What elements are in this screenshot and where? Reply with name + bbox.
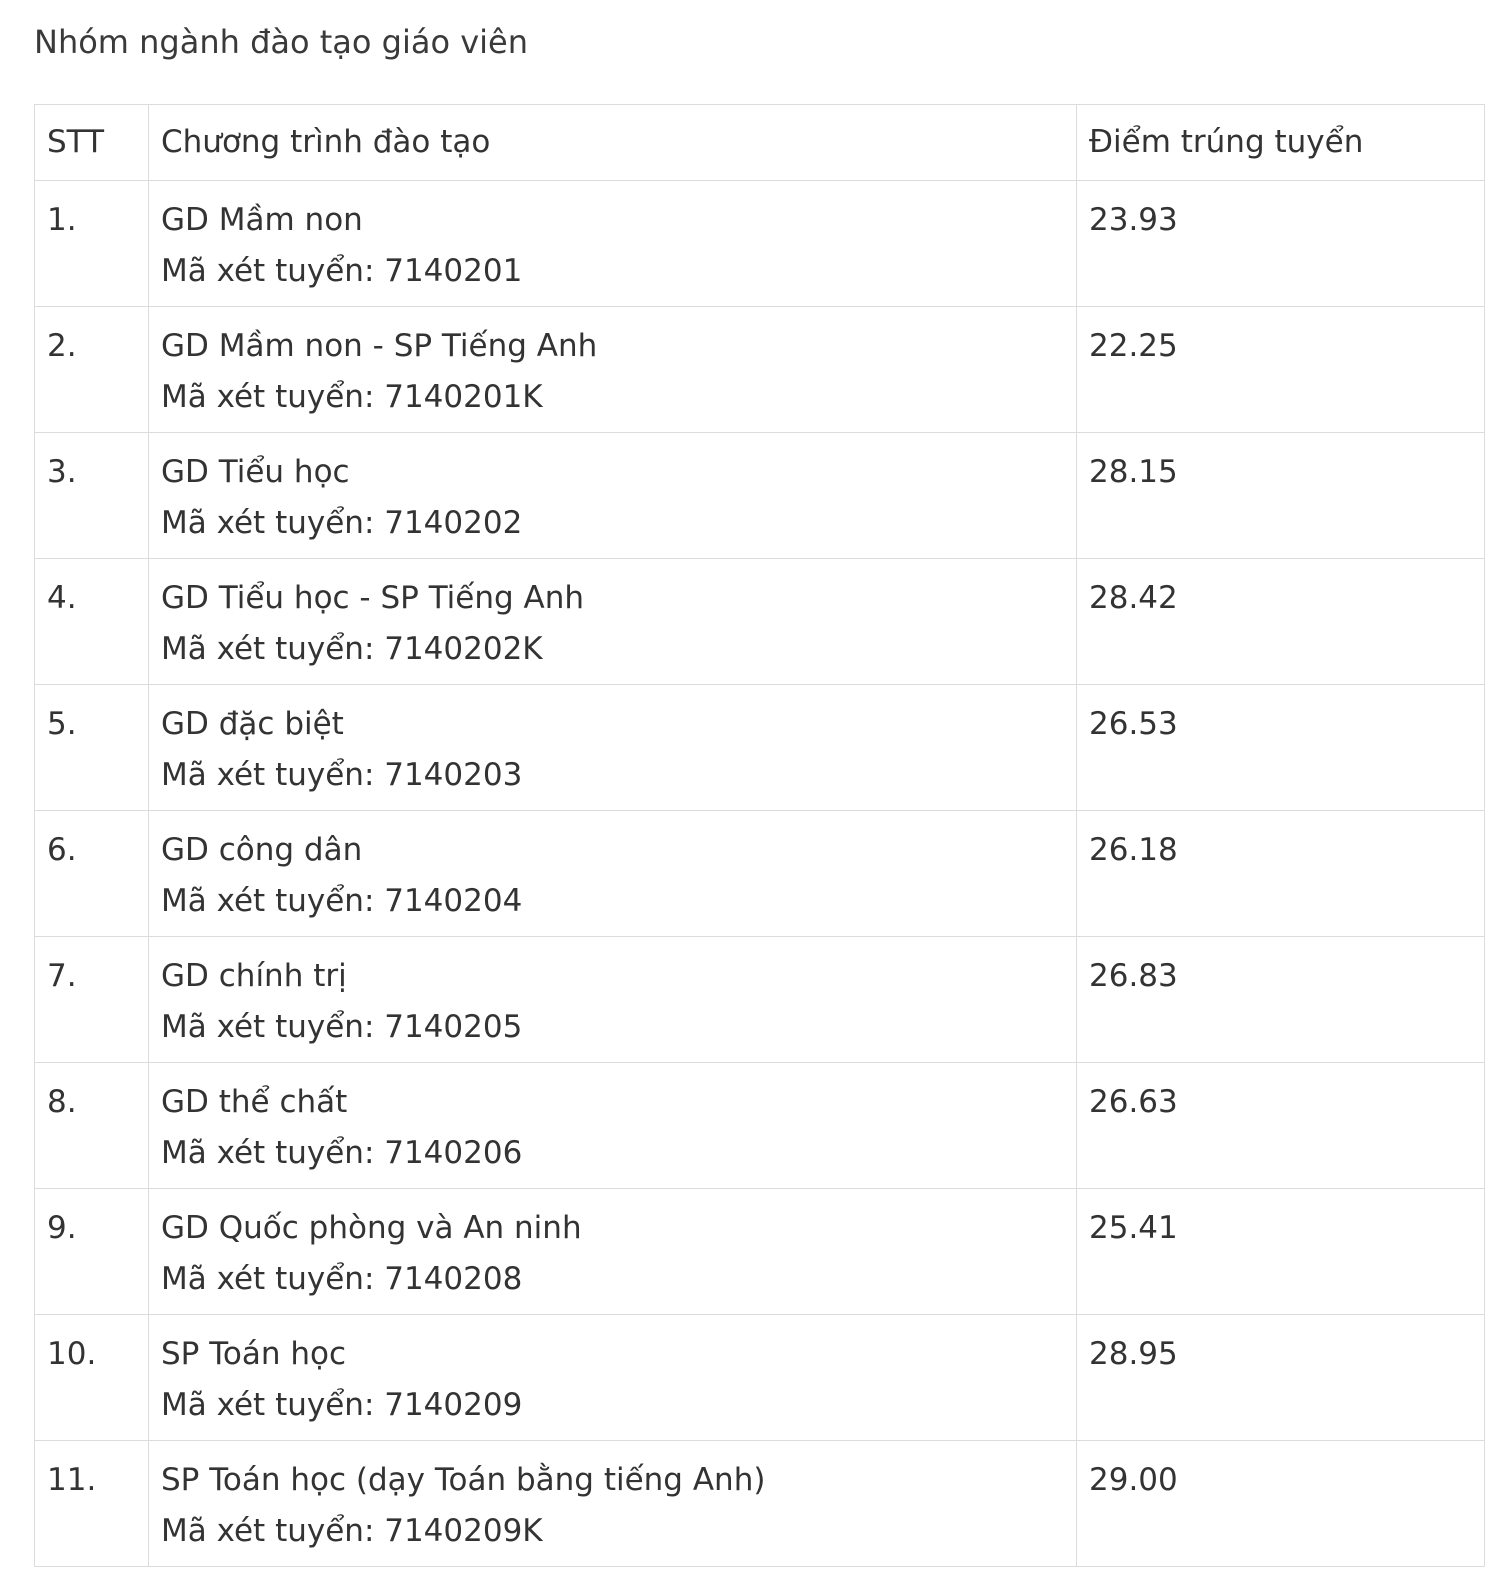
program-name: GD chính trị bbox=[161, 958, 347, 994]
table-row bbox=[35, 181, 1485, 307]
program-code: Mã xét tuyển: 7140205 bbox=[161, 1009, 523, 1045]
table-row bbox=[35, 433, 1485, 559]
row-program bbox=[149, 811, 1077, 937]
row-score: 29.00 bbox=[1077, 1441, 1485, 1567]
row-program bbox=[149, 181, 1077, 307]
program-code: Mã xét tuyển: 7140202 bbox=[161, 505, 523, 541]
program-code: Mã xét tuyển: 7140201K bbox=[161, 379, 543, 415]
row-program bbox=[149, 307, 1077, 433]
table-row bbox=[35, 685, 1485, 811]
row-stt: 8. bbox=[35, 1063, 149, 1189]
table-header-row bbox=[35, 105, 1485, 181]
row-stt: 4. bbox=[35, 559, 149, 685]
table-row bbox=[35, 1315, 1485, 1441]
row-stt: 5. bbox=[35, 685, 149, 811]
table-row bbox=[35, 559, 1485, 685]
row-score: 28.15 bbox=[1077, 433, 1485, 559]
admission-scores-table bbox=[34, 104, 1485, 1567]
program-name: GD thể chất bbox=[161, 1084, 348, 1120]
program-name: GD đặc biệt bbox=[161, 706, 344, 742]
row-program bbox=[149, 1189, 1077, 1315]
table-row bbox=[35, 1441, 1485, 1567]
program-code: Mã xét tuyển: 7140208 bbox=[161, 1261, 523, 1297]
header-program: Chương trình đào tạo bbox=[149, 105, 1077, 181]
program-name: GD công dân bbox=[161, 832, 363, 868]
row-program bbox=[149, 937, 1077, 1063]
program-code: Mã xét tuyển: 7140203 bbox=[161, 757, 523, 793]
program-code: Mã xét tuyển: 7140209 bbox=[161, 1387, 523, 1423]
row-program bbox=[149, 559, 1077, 685]
program-code: Mã xét tuyển: 7140204 bbox=[161, 883, 523, 919]
row-stt: 7. bbox=[35, 937, 149, 1063]
row-stt: 11. bbox=[35, 1441, 149, 1567]
row-stt: 10. bbox=[35, 1315, 149, 1441]
row-score: 23.93 bbox=[1077, 181, 1485, 307]
program-name: GD Quốc phòng và An ninh bbox=[161, 1210, 582, 1246]
program-name: GD Tiểu học bbox=[161, 454, 350, 490]
row-score: 26.18 bbox=[1077, 811, 1485, 937]
row-stt: 1. bbox=[35, 181, 149, 307]
row-score: 26.83 bbox=[1077, 937, 1485, 1063]
program-name: GD Mầm non bbox=[161, 202, 363, 238]
row-program bbox=[149, 433, 1077, 559]
row-stt: 2. bbox=[35, 307, 149, 433]
page-title: Nhóm ngành đào tạo giáo viên bbox=[34, 23, 529, 61]
row-score: 25.41 bbox=[1077, 1189, 1485, 1315]
program-name: SP Toán học (dạy Toán bằng tiếng Anh) bbox=[161, 1462, 766, 1498]
row-program bbox=[149, 1063, 1077, 1189]
row-score: 28.95 bbox=[1077, 1315, 1485, 1441]
program-code: Mã xét tuyển: 7140209K bbox=[161, 1513, 543, 1549]
program-code: Mã xét tuyển: 7140206 bbox=[161, 1135, 523, 1171]
row-stt: 3. bbox=[35, 433, 149, 559]
row-stt: 9. bbox=[35, 1189, 149, 1315]
table-row bbox=[35, 1189, 1485, 1315]
table-row bbox=[35, 811, 1485, 937]
row-score: 26.63 bbox=[1077, 1063, 1485, 1189]
row-score: 28.42 bbox=[1077, 559, 1485, 685]
program-code: Mã xét tuyển: 7140202K bbox=[161, 631, 543, 667]
table-row bbox=[35, 937, 1485, 1063]
program-name: GD Tiểu học - SP Tiếng Anh bbox=[161, 580, 585, 616]
header-score: Điểm trúng tuyển bbox=[1077, 105, 1485, 181]
program-name: SP Toán học bbox=[161, 1336, 347, 1372]
header-stt: STT bbox=[35, 105, 149, 181]
row-score: 26.53 bbox=[1077, 685, 1485, 811]
row-program bbox=[149, 1441, 1077, 1567]
row-program bbox=[149, 1315, 1077, 1441]
program-code: Mã xét tuyển: 7140201 bbox=[161, 253, 523, 289]
row-score: 22.25 bbox=[1077, 307, 1485, 433]
row-stt: 6. bbox=[35, 811, 149, 937]
program-name: GD Mầm non - SP Tiếng Anh bbox=[161, 328, 598, 364]
table-row bbox=[35, 1063, 1485, 1189]
table-row bbox=[35, 307, 1485, 433]
row-program bbox=[149, 685, 1077, 811]
